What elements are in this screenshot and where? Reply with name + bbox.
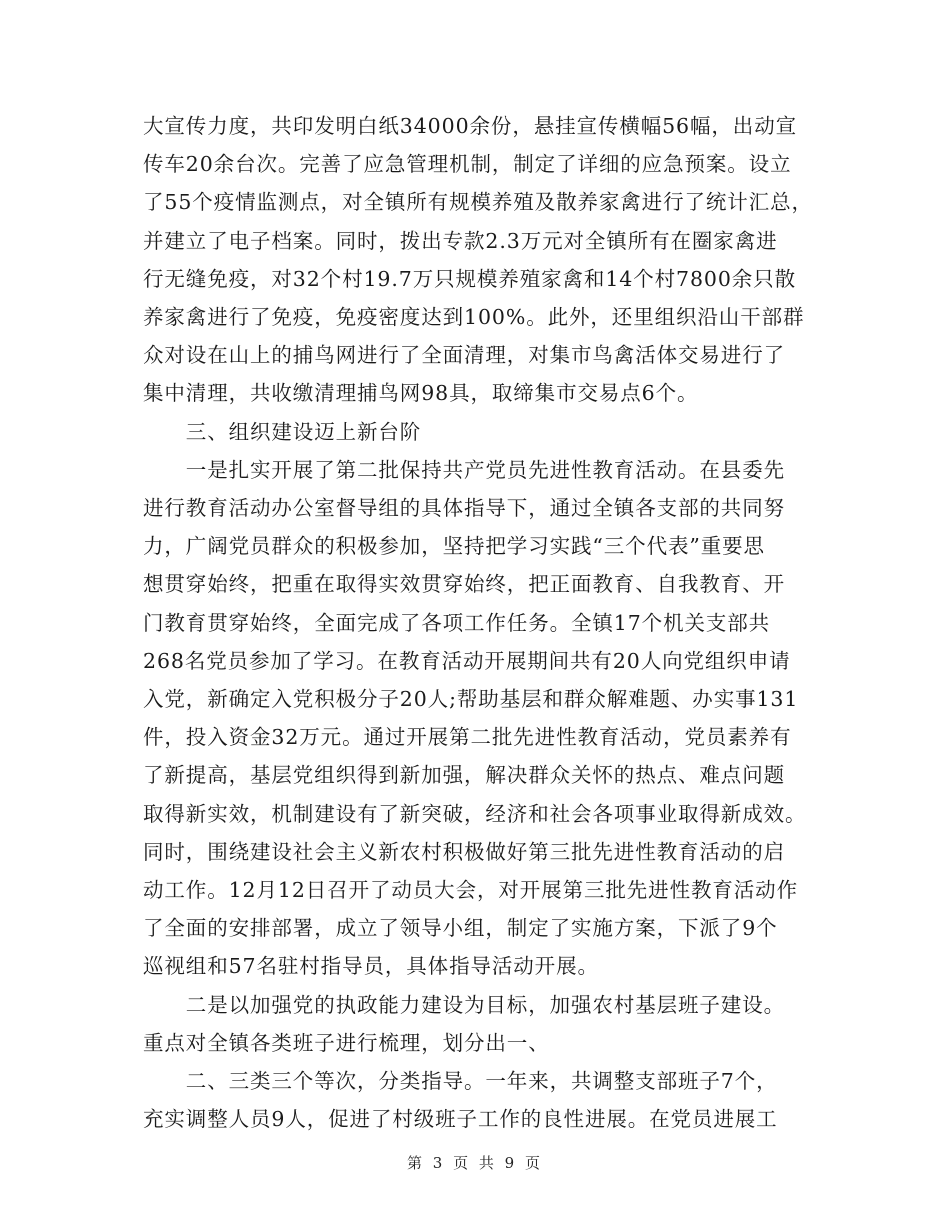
text-line: 集中清理，共收缴清理捕鸟网98具，取缔集市交易点6个。 [143,381,699,406]
text-line: 二、三类三个等次，分类指导。一年来，共调整支部班子7个， [143,1069,778,1094]
text-line: 268名党员参加了学习。在教育活动开展期间共有20人向党组织申请 [143,648,791,673]
text-line: 门教育贯穿始终，全面完成了各项工作任务。全镇17个机关支部共 [143,610,771,635]
text-line: 二是以加强党的执政能力建设为目标，加强农村基层班子建设。 [143,992,785,1017]
text-line: 件，投入资金32万元。通过开展第二批先进性教育活动，党员素养有 [143,725,792,750]
text-line: 养家禽进行了免疫，免疫密度达到100%。此外，还里组织沿山干部群 [143,305,805,330]
text-line: 力，广阔党员群众的积极参加，坚持把学习实践“三个代表”重要思 [143,534,765,559]
text-line: 了新提高，基层党组织得到新加强，解决群众关怀的热点、难点问题 [143,763,785,788]
text-line: 众对设在山上的捕鸟网进行了全面清理，对集市鸟禽活体交易进行了 [143,343,785,368]
text-line: 进行教育活动办公室督导组的具体指导下，通过全镇各支部的共同努 [143,496,785,521]
section-heading: 三、组织建设迈上新台阶 [143,419,422,444]
text-line: 一是扎实开展了第二批保持共产党员先进性教育活动。在县委先 [143,457,785,482]
text-line: 行无缝免疫，对32个村19.7万只规模养殖家禽和14个村7800余只散 [143,266,796,291]
document-body [143,107,813,1138]
text-line: 想贯穿始终，把重在取得实效贯穿始终，把正面教育、自我教育、开 [143,572,785,597]
text-line: 大宣传力度，共印发明白纸34000余份，悬挂宣传横幅56幅，出动宣 [143,114,797,138]
text-line: 入党，新确定入党积极分子20人;帮助基层和群众解难题、办实事131 [143,687,799,712]
text-line: 并建立了电子档案。同时，拨出专款2.3万元对全镇所有在圈家禽进 [143,228,778,253]
text-line: 传车20余台次。完善了应急管理机制，制定了详细的应急预案。设立 [143,152,792,177]
text-line: 取得新实效，机制建设有了新突破，经济和社会各项事业取得新成效。 [143,801,807,826]
text-line: 同时，围绕建设社会主义新农村积极做好第三批先进性教育活动的启 [143,839,785,864]
text-line: 充实调整人员9人，促进了村级班子工作的良性进展。在党员进展工 [143,1107,778,1132]
text-line: 动工作。12月12日召开了动员大会，对开展第三批先进性教育活动作 [143,878,798,903]
page-number-footer: 第 3 页 共 9 页 [407,1154,543,1172]
text-line: 巡视组和57名驻村指导员，具体指导活动开展。 [143,954,599,979]
text-line: 重点对全镇各类班子进行梳理，划分出一、 [143,1030,550,1055]
text-line: 了全面的安排部署，成立了领导小组，制定了实施方案，下派了9个 [143,916,778,941]
text-line: 了55个疫情监测点，对全镇所有规模养殖及散养家禽进行了统计汇总， [143,190,813,215]
